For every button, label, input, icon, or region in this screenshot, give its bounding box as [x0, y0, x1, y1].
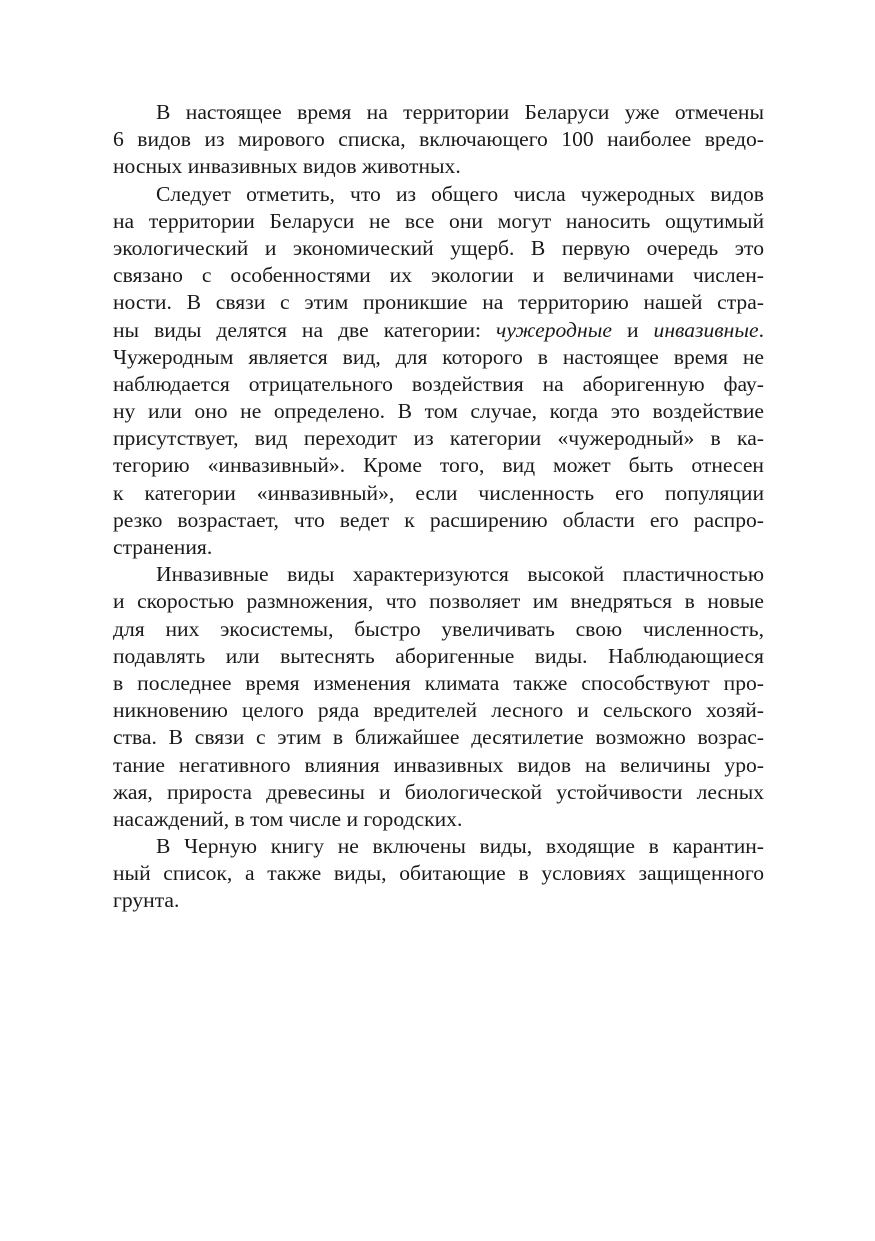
text-line: резко возрастает, что ведет к расширению области его распро- [113, 507, 764, 532]
paragraph-4 [113, 833, 764, 915]
italic-term-invasive: инвазивные [653, 317, 759, 342]
text-line: наблюдается отрицательного воздействия на аборигенную фау- [113, 371, 764, 396]
text-line: В Черную книгу не включены виды, входящие в карантин- [156, 834, 764, 859]
line-segment: . [758, 317, 764, 342]
text-line: подавлять или вытеснять аборигенные виды. Наблюдающиеся [113, 643, 764, 668]
text-line: никновению целого ряда вредителей лесного и сельского хозяй- [113, 698, 764, 723]
line-segment: ны виды делятся на две категории: [113, 317, 497, 342]
text-line: странения. [113, 535, 213, 559]
text-line: в последнее время изменения климата также способствуют про- [113, 670, 764, 695]
text-line: Инвазивные виды характеризуются высокой пластичностью [156, 562, 764, 587]
text-line: ности. В связи с этим проникшие на территорию нашей стра- [113, 290, 764, 315]
text-line: Следует отметить, что из общего числа чужеродных видов [156, 181, 764, 206]
text-line: к категории «инвазивный», если численность его популяции [113, 480, 764, 505]
text-line: ства. В связи с этим в ближайшее десятилетие возможно возрас- [113, 725, 764, 750]
text-line: тание негативного влияния инвазивных видов на величины уро- [113, 752, 764, 777]
paragraph-1 [113, 99, 764, 181]
text-line: тегорию «инвазивный». Кроме того, вид может быть отнесен [113, 453, 764, 478]
text-line: связано с особенностями их экологии и величинами числен- [113, 263, 764, 288]
paragraph-3 [113, 561, 764, 833]
text-line: и скоростью размножения, что позволяет им внедряться в новые [113, 589, 764, 614]
line-segment: и [611, 317, 654, 342]
italic-term-alien: чужеродные [496, 317, 612, 342]
paragraph-2 [113, 181, 764, 562]
text-line: присутствует, вид переходит из категории «чужеродный» в ка- [113, 426, 764, 451]
text-line: для них экосистемы, быстро увеличивать свою численность, [113, 616, 764, 641]
text-line: экологический и экономический ущерб. В первую очередь это [113, 235, 764, 260]
text-line: грунта. [113, 888, 180, 913]
text-line: 6 видов из мирового списка, включающего 100 наиболее вредо- [113, 127, 764, 152]
text-line: В настоящее время на территории Беларуси уже отмечены [156, 100, 764, 124]
text-line: Чужеродным является вид, для которого в настоящее время не [113, 344, 764, 369]
text-line-with-italics [113, 317, 764, 344]
document-page [113, 99, 764, 915]
text-line: ный список, а также виды, обитающие в условиях защищенного [113, 861, 764, 886]
text-line: носных инвазивных видов животных. [113, 154, 461, 179]
text-line: жая, прироста древесины и биологической устойчивости лесных [113, 779, 764, 804]
text-line: ну или оно не определено. В том случае, когда это воздействие [113, 399, 764, 424]
text-line: на территории Беларуси не все они могут наносить ощутимый [113, 208, 764, 233]
text-line: насаждений, в том числе и городских. [113, 806, 463, 831]
